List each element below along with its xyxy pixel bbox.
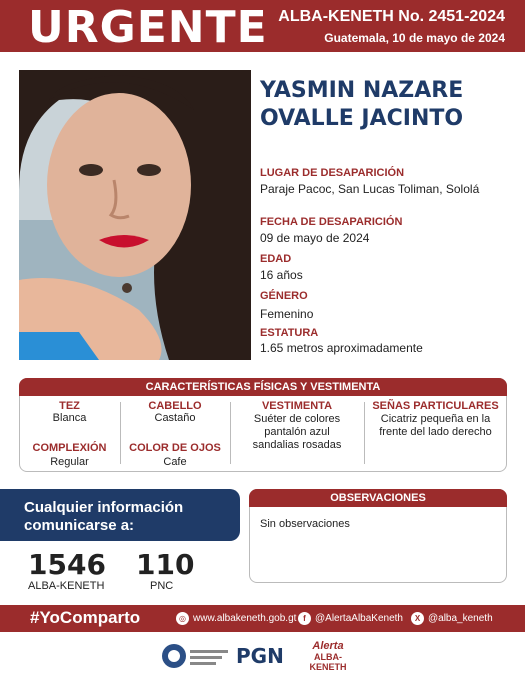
footer-bar (0, 605, 525, 632)
characteristics-title: CARACTERÍSTICAS FÍSICAS Y VESTIMENTA (19, 378, 507, 396)
website-link[interactable] (176, 612, 296, 625)
value-cabello: Castaño (154, 412, 196, 424)
label-genero: GÉNERO (260, 290, 308, 302)
label-ojos: COLOR DE OJOS (129, 442, 221, 454)
alerta-alba-keneth-logo (298, 640, 358, 672)
pgn-logo: PGN (236, 644, 284, 668)
facebook-text: @AlertaAlbaKeneth (315, 613, 403, 624)
phone-label-alba: ALBA-KENETH (28, 580, 105, 592)
label-estatura: ESTATURA (260, 327, 319, 339)
header-bar (0, 0, 525, 52)
contact-line1: Cualquier información (24, 499, 184, 516)
value-edad: 16 años (260, 268, 303, 282)
phone-label-pnc: PNC (150, 580, 174, 592)
value-senas-2: frente del lado derecho (379, 426, 492, 438)
value-vestimenta-1: Suéter de colores (253, 413, 341, 425)
missing-person-photo (19, 70, 251, 360)
twitter-link[interactable] (411, 612, 493, 625)
value-vestimenta-3: sandalias rosadas (252, 439, 342, 451)
case-number: ALBA-KENETH No. 2451-2024 (278, 8, 505, 25)
label-vestimenta: VESTIMENTA (261, 400, 333, 412)
person-name-line1: YASMIN NAZARE (260, 78, 464, 103)
portrait-illustration (19, 70, 251, 360)
value-tez: Blanca (52, 412, 87, 424)
person-name-line2: OVALLE JACINTO (260, 106, 464, 131)
hashtag: #YoComparto (30, 608, 141, 627)
contact-banner (0, 489, 240, 541)
alerta-text: Alerta (312, 640, 344, 652)
government-seal-logo (160, 640, 230, 672)
label-cabello: CABELLO (148, 400, 202, 412)
label-lugar: LUGAR DE DESAPARICIÓN (260, 167, 405, 179)
globe-icon: ◎ (176, 612, 189, 625)
label-complexion: COMPLEXIÓN (32, 442, 107, 454)
phone-number-alba: 1546 (28, 548, 106, 581)
value-vestimenta-2: pantalón azul (264, 426, 330, 438)
value-genero: Femenino (260, 307, 314, 321)
phone-number-pnc: 110 (136, 548, 195, 581)
value-estatura: 1.65 metros aproximadamente (260, 341, 423, 355)
label-fecha: FECHA DE DESAPARICIÓN (260, 216, 403, 228)
website-text: www.albakeneth.gob.gt (193, 613, 297, 624)
value-senas-1: Cicatriz pequeña en la (380, 413, 491, 425)
x-icon: X (411, 612, 424, 625)
observations-text: Sin observaciones (260, 518, 350, 530)
value-lugar: Paraje Pacoc, San Lucas Toliman, Sololá (260, 182, 480, 196)
alba-keneth-text: ALBA-KENETH (309, 652, 347, 672)
dateline: Guatemala, 10 de mayo de 2024 (324, 31, 505, 45)
twitter-text: @alba_keneth (428, 613, 493, 624)
observations-title: OBSERVACIONES (249, 489, 507, 507)
facebook-link[interactable] (298, 612, 403, 625)
label-edad: EDAD (260, 253, 292, 265)
contact-line2: comunicarse a: (24, 517, 135, 534)
person-name (260, 77, 463, 133)
value-fecha: 09 de mayo de 2024 (260, 231, 370, 245)
value-ojos: Cafe (163, 456, 187, 468)
alert-title: URGENTE (28, 2, 268, 53)
value-complexion: Regular (50, 456, 89, 468)
label-tez: TEZ (59, 400, 80, 412)
facebook-icon: f (298, 612, 311, 625)
label-senas: SEÑAS PARTICULARES (372, 400, 499, 412)
